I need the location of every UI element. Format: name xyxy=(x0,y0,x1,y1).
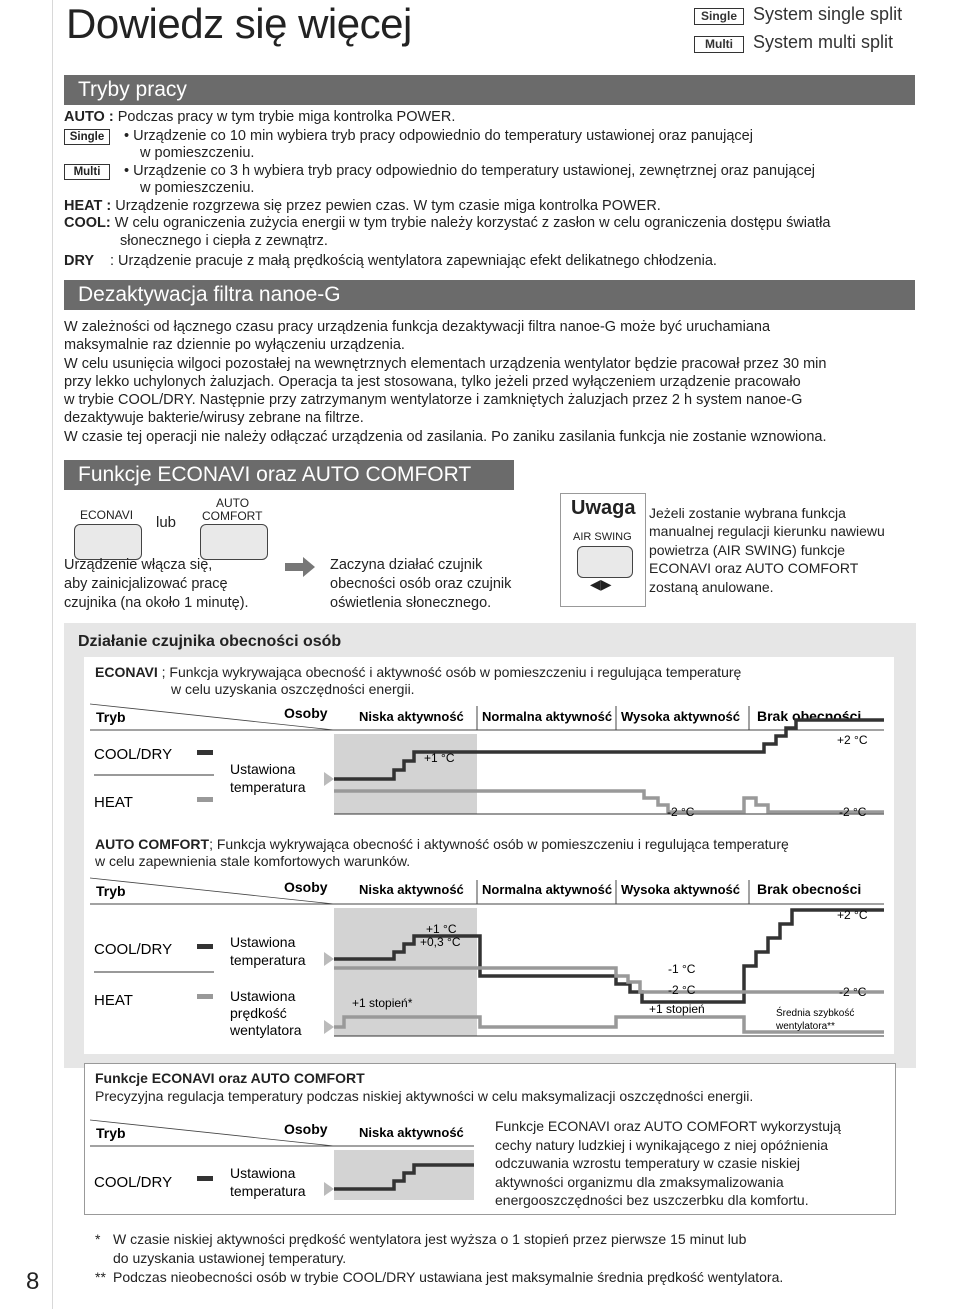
activity-absent: Brak obecności xyxy=(757,708,862,724)
auto-label: AUTO : xyxy=(64,109,114,125)
cool-dry-label: COOL/DRY xyxy=(94,746,173,763)
multi-row-tag: Multi xyxy=(64,164,110,180)
activity-normal: Normalna aktywność xyxy=(482,882,613,897)
modes-section xyxy=(64,109,924,271)
combined-diagram xyxy=(84,1110,484,1210)
set-fan-label-3: wentylatora xyxy=(230,1022,302,1038)
col-persons: Osoby xyxy=(284,879,328,895)
air-swing-label: AIR SWING xyxy=(573,531,632,543)
heat-label: HEAT : xyxy=(64,197,112,214)
delta-minus2-absent: -2 °C xyxy=(839,805,867,819)
page-title: Dowiedz się więcej xyxy=(66,0,412,47)
low-activity-zone xyxy=(334,734,477,814)
autocomfort-def xyxy=(95,836,789,870)
cool-line-icon xyxy=(197,750,213,755)
col-mode: Tryb xyxy=(96,709,126,725)
econavi-button-label: ECONAVI xyxy=(80,508,134,522)
col-persons: Osoby xyxy=(284,705,328,721)
arrow-icon xyxy=(285,555,317,579)
auto-text: Podczas pracy w tym trybie miga kontrolka POWER. xyxy=(117,109,456,125)
combined-line: Funkcje ECONAVI oraz AUTO COMFORT wykorzystują xyxy=(495,1118,841,1134)
note-line: manualnej regulacji kierunku nawiewu xyxy=(649,523,885,540)
nanoe-line: W czasie tej operacji nie należy odłączać urządzenia od zasilania. Po zaniku zasilania funkcja nie zostanie wznowiona. xyxy=(64,428,827,445)
swing-arrows-icon: ◀▶ xyxy=(590,576,612,592)
nanoe-line: w trybie COOL/DRY. Następnie przy zatrzymanym wentylatorze i zamkniętych żaluzjach przez 2 h system nanoe-G xyxy=(64,392,803,409)
combined-line: energooszczędności bez uszczerbku dla komfortu. xyxy=(495,1192,809,1208)
sensor-start-line: obecności osób oraz czujnik xyxy=(330,576,512,592)
nanoe-line: maksymalnie raz dziennie po wyłączeniu urządzenia. xyxy=(64,337,405,354)
multi-line2: w pomieszczeniu. xyxy=(140,180,255,196)
activity-normal: Normalna aktywność xyxy=(482,709,613,724)
delta-plus2: +2 °C xyxy=(837,908,868,922)
econavi-diagram xyxy=(84,700,894,830)
auto-comfort-button[interactable] xyxy=(200,524,268,560)
footnote-1-line2: do uzyskania ustawionej temperatury. xyxy=(113,1249,347,1266)
econavi-heading: Funkcje ECONAVI oraz AUTO COMFORT xyxy=(64,460,514,490)
econavi-buttons xyxy=(64,496,544,560)
autocomfort-def-line1 xyxy=(95,836,789,853)
fan-average-1: Średnia szybkość xyxy=(776,1008,855,1019)
single-tag: Single xyxy=(694,8,744,25)
col-mode: Tryb xyxy=(96,883,126,899)
delta-plus1: +1 °C xyxy=(426,922,457,936)
set-temp-label-2: temperatura xyxy=(230,952,306,968)
fan-plus1-high: +1 stopień xyxy=(649,1002,705,1016)
init-line: aby zainicjalizować pracę xyxy=(64,576,228,592)
econavi-def xyxy=(95,664,741,698)
cool-line1: W celu ograniczenia zużycia energii w tym trybie należy korzystać z zasłon w celu ograniczenia dostępu światła xyxy=(114,215,831,231)
delta-plus03: +0,3 °C xyxy=(420,935,461,949)
setpoint-marker-icon xyxy=(324,772,334,786)
col-mode: Tryb xyxy=(96,1125,126,1141)
dry-text: : Urządzenie pracuje z małą prędkością wentylatora zapewniając efekt delikatnego chłodzenia. xyxy=(110,253,717,269)
auto-comfort-label-2: COMFORT xyxy=(202,509,263,523)
single-row-tag: Single xyxy=(64,129,110,145)
note-line: zostaną anulowane. xyxy=(649,578,774,595)
heat-text: Urządzenie rozgrzewa się przez pewien czas. W tym czasie miga kontrolka POWER. xyxy=(115,197,661,214)
modes-heading: Tryby pracy xyxy=(64,75,915,105)
col-persons: Osoby xyxy=(284,1121,328,1137)
activity-low: Niska aktywność xyxy=(359,882,464,897)
note-line: Jeżeli zostanie wybrana funkcja xyxy=(649,505,846,521)
sensor-heading: Działanie czujnika obecności osób xyxy=(78,633,342,650)
set-fan-label-1: Ustawiona xyxy=(230,988,296,1004)
note-text xyxy=(649,504,885,596)
init-line: Urządzenie włącza się, xyxy=(64,557,213,573)
set-temp-label-1: Ustawiona xyxy=(230,934,296,950)
combined-line: aktywności organizmu dla zmaksymalizowania xyxy=(495,1173,784,1190)
activity-high: Wysoka aktywność xyxy=(621,709,740,724)
auto-row xyxy=(64,109,924,127)
cool-line2: słonecznego i ciepła z zewnątrz. xyxy=(120,232,328,249)
heat-label: HEAT xyxy=(94,992,133,1009)
auto-comfort-label-1: AUTO xyxy=(216,496,250,510)
cool-dry-label: COOL/DRY xyxy=(94,1174,173,1191)
delta-plus1: +1 °C xyxy=(424,751,455,765)
delta-minus1: -1 °C xyxy=(668,962,696,976)
delta-minus2-absent: -2 °C xyxy=(839,985,867,999)
fan-plus1-low: +1 stopień* xyxy=(352,996,413,1010)
set-temp-label-2: temperatura xyxy=(230,1183,306,1199)
activity-absent: Brak obecności xyxy=(757,881,862,897)
heat-label: HEAT xyxy=(94,794,133,811)
sensor-start-line: Zaczyna działać czujnik xyxy=(330,557,483,573)
sensor-start-text xyxy=(330,556,511,613)
init-text xyxy=(64,556,249,613)
heat-line-icon xyxy=(197,797,213,802)
or-label: lub xyxy=(156,514,177,531)
set-temp-label-2: temperatura xyxy=(230,779,306,795)
page-number: 8 xyxy=(26,1268,40,1295)
nanoe-heading: Dezaktywacja filtra nanoe-G xyxy=(64,280,915,310)
air-swing-button[interactable] xyxy=(577,546,633,578)
legend-multi xyxy=(694,32,902,53)
setpoint-marker-icon xyxy=(324,1182,334,1196)
delta-minus2-high: -2 °C xyxy=(668,983,696,997)
cool-row xyxy=(64,215,924,233)
econavi-def-text: ; Funkcja wykrywająca obecność i aktywność osób w pomieszczeniu i regulująca temperaturę xyxy=(157,664,742,680)
fan-marker-icon xyxy=(324,1020,334,1034)
init-line: czujnika (na około 1 minutę). xyxy=(64,595,249,611)
multi-tag: Multi xyxy=(694,36,744,53)
autocomfort-diagram xyxy=(84,872,894,1052)
nanoe-line: W celu usunięcia wilgoci pozostałej na wewnętrznych elementach urządzenia wentylator będzie pracował przez 30 min xyxy=(64,355,827,372)
footnotes xyxy=(95,1230,783,1287)
heat-line-icon xyxy=(197,994,213,999)
multi-label: System multi split xyxy=(753,32,894,52)
set-fan-label-2: prędkość xyxy=(230,1005,287,1021)
autocomfort-def-text: ; Funkcja wykrywająca obecność i aktywność osób w pomieszczeniu i regulująca temperaturę xyxy=(209,836,789,852)
nanoe-text xyxy=(64,318,934,446)
footnote-2 xyxy=(95,1268,783,1287)
note-box xyxy=(560,493,646,607)
footnote-star: ** xyxy=(95,1269,106,1285)
single-line2: w pomieszczeniu. xyxy=(140,145,255,161)
footnote-1 xyxy=(95,1230,783,1249)
system-legend xyxy=(694,4,902,53)
autocomfort-name: AUTO COMFORT xyxy=(95,836,210,852)
cool-line-icon xyxy=(197,944,213,949)
cool-dry-label: COOL/DRY xyxy=(94,941,173,958)
combined-line: odczuwania wzrostu temperatury w czasie niskiej xyxy=(495,1155,801,1171)
fan-average-2: wentylatora** xyxy=(776,1021,835,1032)
econavi-def-line2: w celu uzyskania oszczędności energii. xyxy=(171,681,415,697)
single-label: System single split xyxy=(753,4,903,24)
single-line1: • Urządzenie co 10 min wybiera tryb pracy odpowiednio do temperatury ustawionej oraz panującej xyxy=(124,127,753,144)
combined-subtitle: Precyzyjna regulacja temperatury podczas niskiej aktywności w celu maksymalizacji oszczędności energii. xyxy=(95,1088,754,1104)
autocomfort-def-line2: w celu zapewnienia stale komfortowych warunków. xyxy=(95,853,411,869)
delta-plus2: +2 °C xyxy=(837,733,868,747)
multi-line1: • Urządzenie co 3 h wybiera tryb pracy odpowiednio do temperatury ustawionej, zewnętrznej oraz panującej xyxy=(124,162,816,179)
footnote-2-text: Podczas nieobecności osób w trybie COOL/DRY ustawiana jest maksymalnie średnia prędkość wentylatora. xyxy=(113,1269,784,1285)
activity-low: Niska aktywność xyxy=(359,1125,464,1140)
combined-text xyxy=(495,1117,841,1210)
heat-row xyxy=(64,198,924,216)
nanoe-line: dezaktywuje bakterie/wirusy zebrane na filtrze. xyxy=(64,410,364,427)
footnote-star: * xyxy=(95,1231,101,1247)
note-line: powietrza (AIR SWING) funkcje xyxy=(649,541,846,558)
econavi-def-line1 xyxy=(95,664,741,681)
activity-high: Wysoka aktywność xyxy=(621,882,740,897)
nanoe-line: przy lekko uchylonych żaluzjach. Operacja ta jest stosowana, tylko jeżeli przed wyłączeniem urządzenie pracowało xyxy=(64,373,801,390)
footnote-1-line1: W czasie niskiej aktywności prędkość wentylatora jest wyższa o 1 stopień przez pierwsze 15 minut lub xyxy=(113,1231,747,1247)
cool-line-icon xyxy=(197,1176,213,1181)
dry-label: DRY xyxy=(64,253,95,269)
econavi-name: ECONAVI xyxy=(95,664,158,680)
nanoe-line: W zależności od łącznego czasu pracy urządzenia funkcja dezaktywacji filtra nanoe-G może być uruchamiana xyxy=(64,319,771,335)
combined-line: cechy natury ludzkiej i wynikającego z niej opóźnienia xyxy=(495,1136,829,1153)
activity-low: Niska aktywność xyxy=(359,709,464,724)
set-temp-label-1: Ustawiona xyxy=(230,761,296,777)
single-row xyxy=(64,128,924,146)
left-margin-bar xyxy=(0,0,53,1309)
econavi-button[interactable] xyxy=(74,524,142,560)
note-line: ECONAVI oraz AUTO COMFORT xyxy=(649,560,859,577)
delta-minus2-high: -2 °C xyxy=(667,805,695,819)
multi-row xyxy=(64,163,924,181)
legend-single xyxy=(694,4,902,32)
setpoint-marker-icon xyxy=(324,952,334,966)
dry-row xyxy=(64,253,924,271)
combined-heading: Funkcje ECONAVI oraz AUTO COMFORT xyxy=(95,1070,365,1086)
set-temp-label-1: Ustawiona xyxy=(230,1165,296,1181)
cool-label: COOL: xyxy=(64,215,111,231)
sensor-start-line: oświetlenia słonecznego. xyxy=(330,595,492,611)
note-title: Uwaga xyxy=(571,497,636,519)
